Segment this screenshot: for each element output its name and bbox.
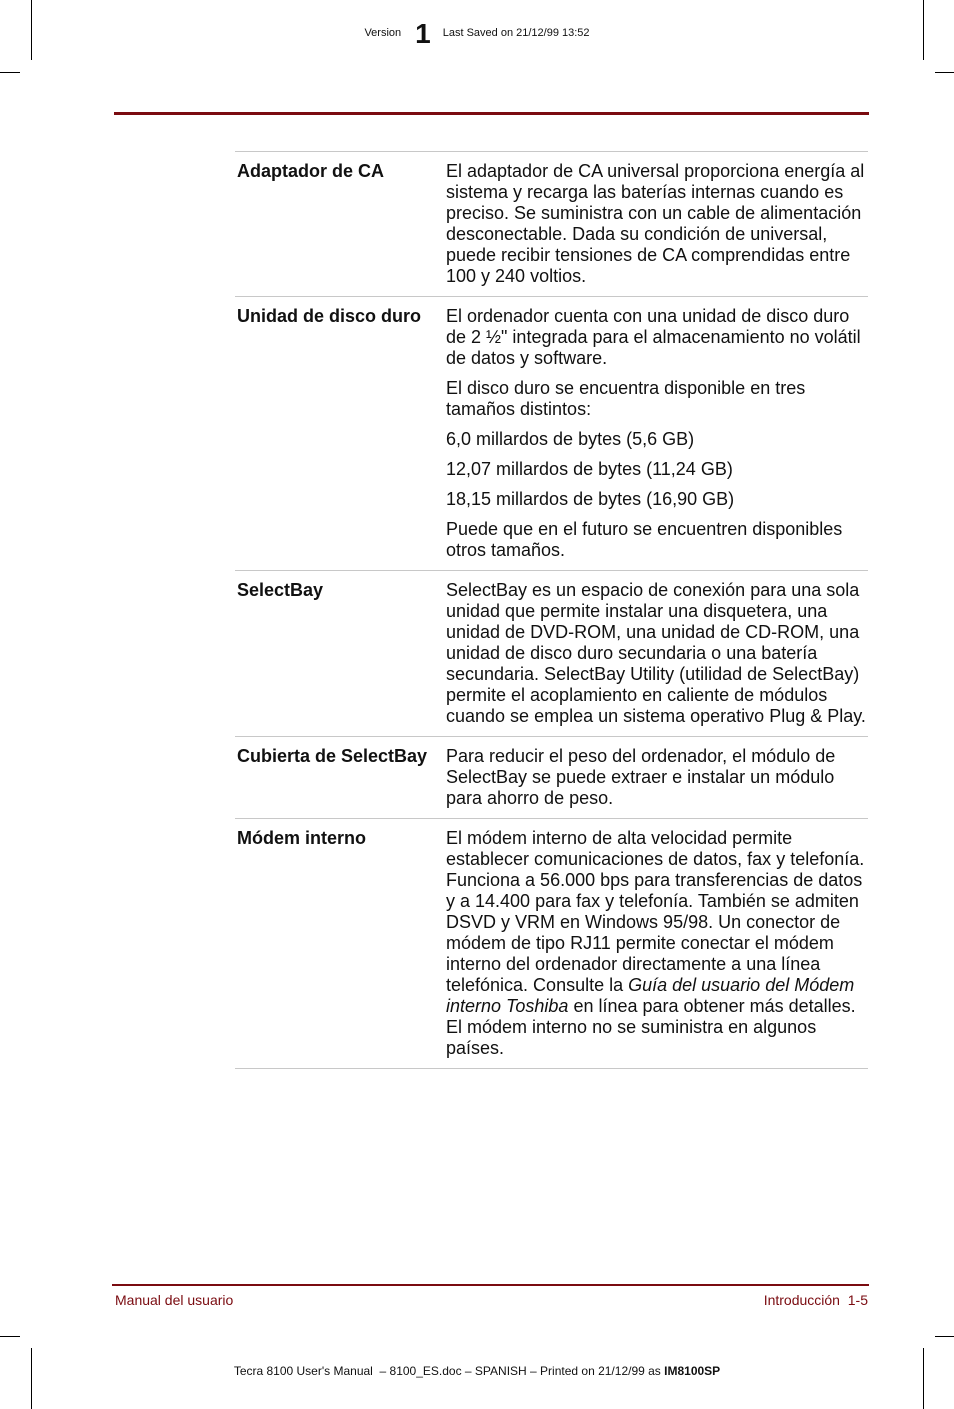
row-term: SelectBay — [237, 580, 324, 600]
version-header — [0, 18, 954, 50]
spec-table — [235, 151, 868, 1069]
version-number: 1 — [415, 18, 431, 49]
crop-mark — [31, 1348, 32, 1409]
description-paragraph: El disco duro se encuentra disponible en tres tamaños distintos: — [446, 378, 806, 419]
footer-rule — [112, 1284, 869, 1286]
top-rule — [114, 112, 869, 115]
table-row — [235, 296, 868, 570]
print-info — [0, 1364, 954, 1378]
print-info-text: Tecra 8100 User's Manual – 8100_ES.doc – SPANISH – Printed on 21/12/99 as — [233, 1364, 665, 1378]
crop-mark — [923, 1348, 924, 1409]
footer-right: Introducción 1-5 — [763, 1292, 868, 1308]
table-row — [235, 736, 868, 818]
row-term: Cubierta de SelectBay — [237, 746, 428, 766]
description-paragraph: SelectBay es un espacio de conexión para una sola unidad que permite instalar una disquetera, una unidad de DVD-ROM, una unidad de CD-ROM, una unidad de disco duro secundaria o una batería secundaria. SelectBay Utility (utilidad de SelectBay) permite el acoplamiento en caliente de módulos cuando se emplea un sistema operativo Plug & Play. — [446, 580, 866, 726]
description-paragraph: 6,0 millardos de bytes (5,6 GB) — [446, 429, 695, 449]
row-description — [446, 828, 868, 1059]
description-paragraph: El adaptador de CA universal proporciona energía al sistema y recarga las baterías internas cuando es preciso. Se suministra con un cable de alimentación desconectable. Dada su condición de universal, puede recibir tensiones de CA comprendidas entre 100 y 240 voltios. — [446, 161, 865, 286]
crop-mark — [0, 1336, 20, 1337]
description-paragraph: 18,15 millardos de bytes (16,90 GB) — [446, 489, 735, 509]
modem-text: El módem interno de alta velocidad permite establecer comunicaciones de datos, fax y telefonía. Funciona a 56.000 bps para transferencias de datos y a 14.400 para fax y telefonía. También se admiten DSVD y VRM en Windows 95/98. Un conector de módem de tipo RJ11 permite conectar el módem interno del ordenador directamente a una línea telefónica. Consulte la — [446, 828, 865, 995]
table-row — [235, 570, 868, 736]
table-row — [235, 818, 868, 1069]
row-description — [446, 161, 868, 287]
row-term: Módem interno — [237, 828, 366, 848]
print-info-code: IM8100SP — [664, 1364, 721, 1378]
last-saved: Last Saved on 21/12/99 13:52 — [442, 27, 590, 39]
row-description — [446, 306, 868, 561]
crop-mark — [0, 72, 20, 73]
version-label: Version — [364, 27, 402, 39]
table-row — [235, 151, 868, 296]
description-paragraph — [446, 828, 868, 1059]
description-paragraph: 12,07 millardos de bytes (11,24 GB) — [446, 459, 733, 479]
description-paragraph: Puede que en el futuro se encuentren disponibles otros tamaños. — [446, 519, 843, 560]
row-term: Adaptador de CA — [237, 161, 385, 181]
modem-guide-title: Guía del usuario del Módem interno Toshiba — [446, 975, 855, 1016]
row-description — [446, 580, 868, 727]
description-paragraph: El ordenador cuenta con una unidad de disco duro de 2 ½" integrada para el almacenamiento no volátil de datos y software. — [446, 306, 861, 368]
row-term: Unidad de disco duro — [237, 306, 422, 326]
footer-left: Manual del usuario — [115, 1292, 234, 1308]
description-paragraph: Para reducir el peso del ordenador, el módulo de SelectBay se puede extraer e instalar un módulo para ahorro de peso. — [446, 746, 836, 808]
row-description — [446, 746, 868, 809]
crop-mark — [935, 72, 954, 73]
crop-mark — [935, 1336, 954, 1337]
modem-text: en línea para obtener más detalles. El módem interno no se suministra en algunos países. — [446, 996, 856, 1058]
